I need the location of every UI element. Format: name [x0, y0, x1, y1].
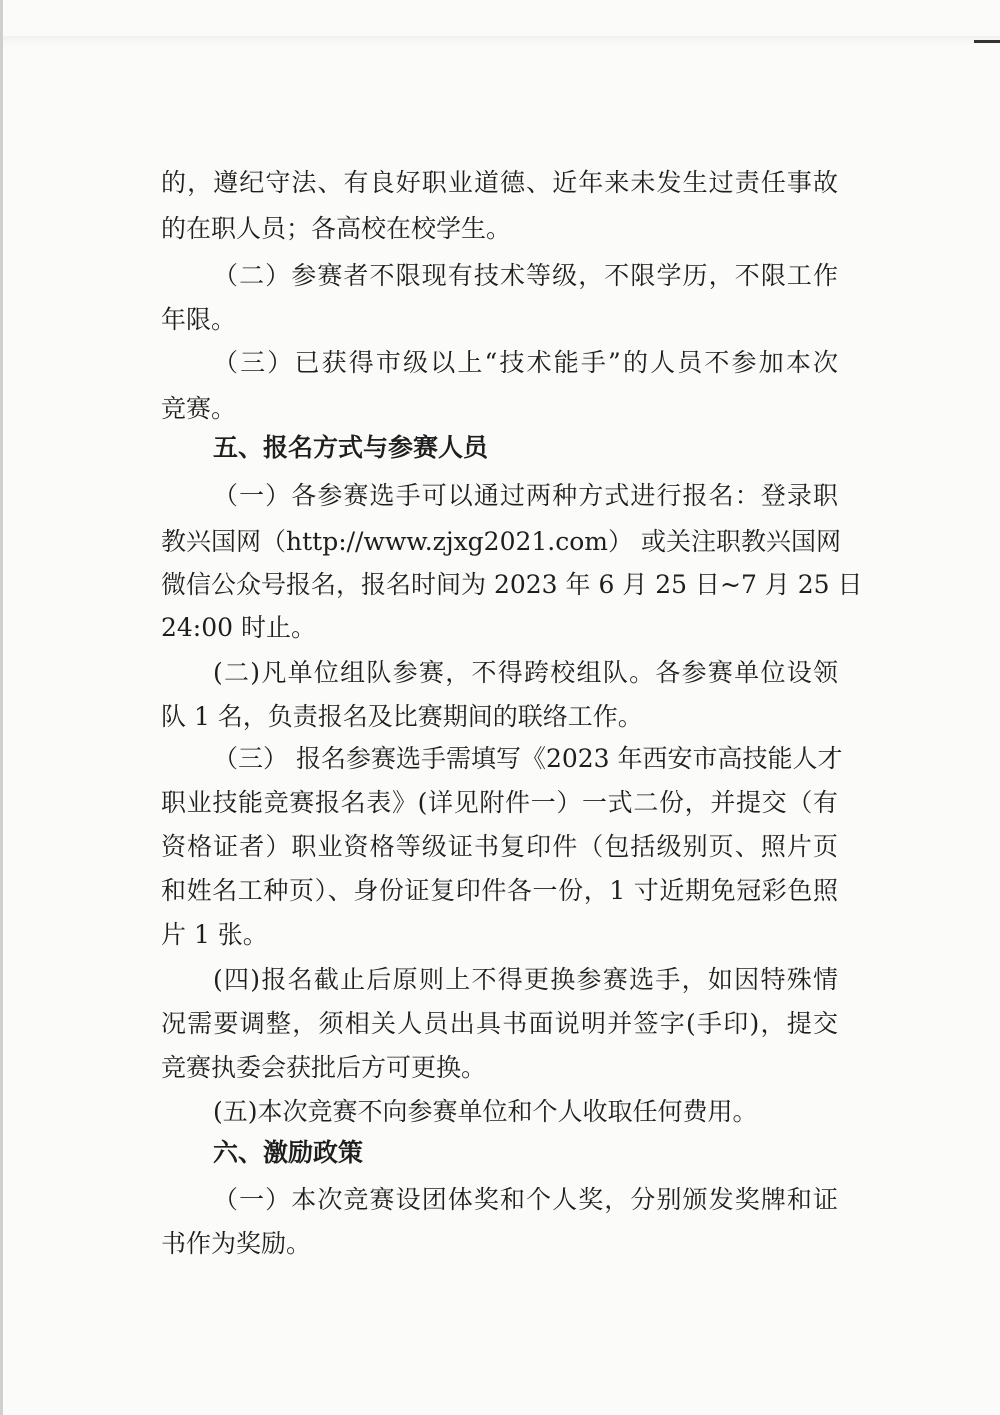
scan-mark: [974, 40, 1000, 43]
paragraph-line: （一）本次竞赛设团体奖和个人奖，分别颁发奖牌和证: [213, 1185, 838, 1214]
paragraph-line: 竞赛执委会获批后方可更换。: [161, 1053, 487, 1082]
paragraph-line: (二)凡单位组队参赛，不得跨校组队。各参赛单位设领: [213, 658, 838, 687]
scan-left-edge: [0, 0, 3, 1415]
paragraph-line: 职业技能竞赛报名表》(详见附件一）一式二份，并提交（有: [161, 788, 838, 817]
paragraph-line: （二）参赛者不限现有技术等级，不限学历，不限工作: [213, 261, 838, 290]
paragraph-line: （一）各参赛选手可以通过两种方式进行报名：登录职: [213, 481, 838, 510]
section-heading: 五、报名方式与参赛人员: [213, 433, 489, 462]
paragraph-line: 年限。: [161, 305, 237, 334]
paragraph-line: 队 1 名，负责报名及比赛期间的联络工作。: [161, 702, 643, 731]
paragraph-line: 的在职人员；各高校在校学生。: [161, 214, 512, 243]
paragraph-line: 竞赛。: [161, 394, 237, 423]
paragraph-line: 微信公众号报名，报名时间为 2023 年 6 月 25 日~7 月 25 日: [161, 570, 863, 599]
paragraph-line: (四)报名截止后原则上不得更换参赛选手，如因特殊情: [213, 965, 838, 994]
paragraph-line: 资格证者）职业资格等级证书复印件（包括级别页、照片页: [161, 832, 838, 861]
paragraph-line: 片 1 张。: [161, 920, 268, 949]
paragraph-line: (五)本次竞赛不向参赛单位和个人收取任何费用。: [213, 1097, 758, 1126]
paragraph-line: 教兴国网（http://www.zjxg2021.com） 或关注职教兴国网: [161, 527, 841, 556]
section-heading: 六、激励政策: [213, 1138, 364, 1167]
paragraph-line: 况需要调整，须相关人员出具书面说明并签字(手印)，提交: [161, 1009, 838, 1038]
paragraph-line: 和姓名工种页）、身份证复印件各一份，1 寸近期免冠彩色照: [161, 876, 838, 905]
paragraph-line: 24:00 时止。: [161, 613, 316, 642]
paragraph-line: （三） 报名参赛选手需填写《2023 年西安市高技能人才: [213, 744, 843, 773]
paragraph-line: 书作为奖励。: [161, 1229, 312, 1258]
paragraph-line: 的，遵纪守法、有良好职业道德、近年来未发生过责任事故: [161, 168, 838, 197]
paragraph-line: （三）已获得市级以上“技术能手”的人员不参加本次: [213, 348, 838, 377]
scan-edge: [0, 36, 1000, 46]
